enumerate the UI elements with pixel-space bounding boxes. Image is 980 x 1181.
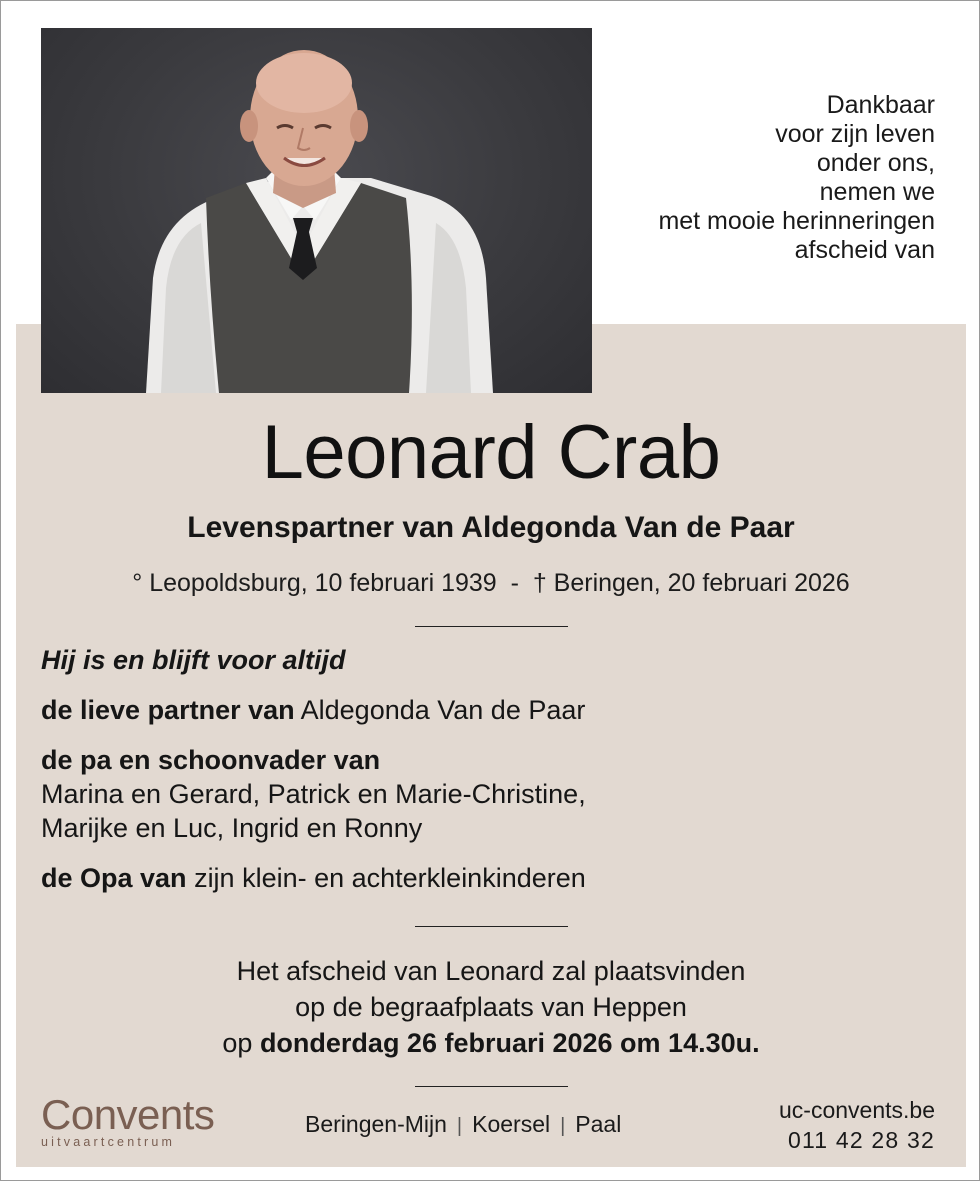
intro-line: Dankbaar — [826, 91, 935, 119]
portrait-illustration — [41, 28, 592, 393]
grand-label: de Opa van — [41, 863, 187, 893]
family-lead: Hij is en blijft voor altijd — [41, 645, 346, 675]
location-separator: | — [456, 1115, 463, 1137]
location-item: Koersel — [472, 1111, 551, 1137]
locations — [305, 1108, 685, 1142]
convents-logo — [41, 1093, 231, 1149]
partner-name: Aldegonda Van de Paar — [300, 695, 586, 725]
birth-death-dates: ° Leopoldsburg, 10 februari 1939 - † Beringen, 20 februari 2026 — [132, 569, 850, 597]
ceremony-prefix: op — [222, 1028, 253, 1058]
ceremony-datetime: donderdag 26 februari 2026 om 14.30u. — [259, 1028, 760, 1058]
intro-text — [575, 91, 935, 265]
phone-number[interactable]: 011 42 28 32 — [788, 1127, 935, 1153]
portrait-photo — [41, 28, 592, 393]
ceremony-line: op de begraafplaats van Heppen — [295, 992, 687, 1022]
divider-1 — [415, 626, 568, 627]
location-item: Beringen-Mijn — [305, 1111, 447, 1137]
partner-line: Levenspartner van Aldegonda Van de Paar — [187, 511, 795, 544]
intro-line: nemen we — [819, 178, 935, 206]
intro-line: voor zijn leven — [775, 120, 935, 148]
partner-row — [41, 693, 941, 727]
logo-word: Convents — [41, 1091, 215, 1138]
location-separator: | — [560, 1115, 566, 1137]
children-block — [41, 743, 941, 845]
intro-line: onder ons, — [816, 149, 935, 177]
ceremony-info — [1, 953, 980, 1061]
website-link[interactable]: uc-convents.be — [779, 1097, 935, 1123]
grand-text: zijn klein- en achterkleinkinderen — [194, 863, 586, 893]
location-item: Paal — [575, 1111, 622, 1137]
divider-3 — [415, 1086, 568, 1087]
grandchildren-row — [41, 861, 941, 895]
deceased-name: Leonard Crab — [261, 410, 721, 495]
ceremony-line: Het afscheid van Leonard zal plaatsvinden — [236, 956, 746, 986]
family-section — [41, 643, 941, 895]
contact-info — [675, 1095, 935, 1155]
ceremony-line — [1, 1025, 980, 1061]
intro-line: met mooie herinneringen — [658, 207, 935, 235]
logo-subtitle: uitvaartcentrum — [41, 1135, 176, 1149]
partner-label: de lieve partner van — [41, 695, 295, 725]
children-line: Marina en Gerard, Patrick en Marie-Christine, — [41, 779, 586, 809]
children-line: Marijke en Luc, Ingrid en Ronny — [41, 813, 423, 843]
intro-line: afscheid van — [794, 236, 935, 264]
children-label: de pa en schoonvader van — [41, 745, 381, 775]
divider-2 — [415, 926, 568, 927]
